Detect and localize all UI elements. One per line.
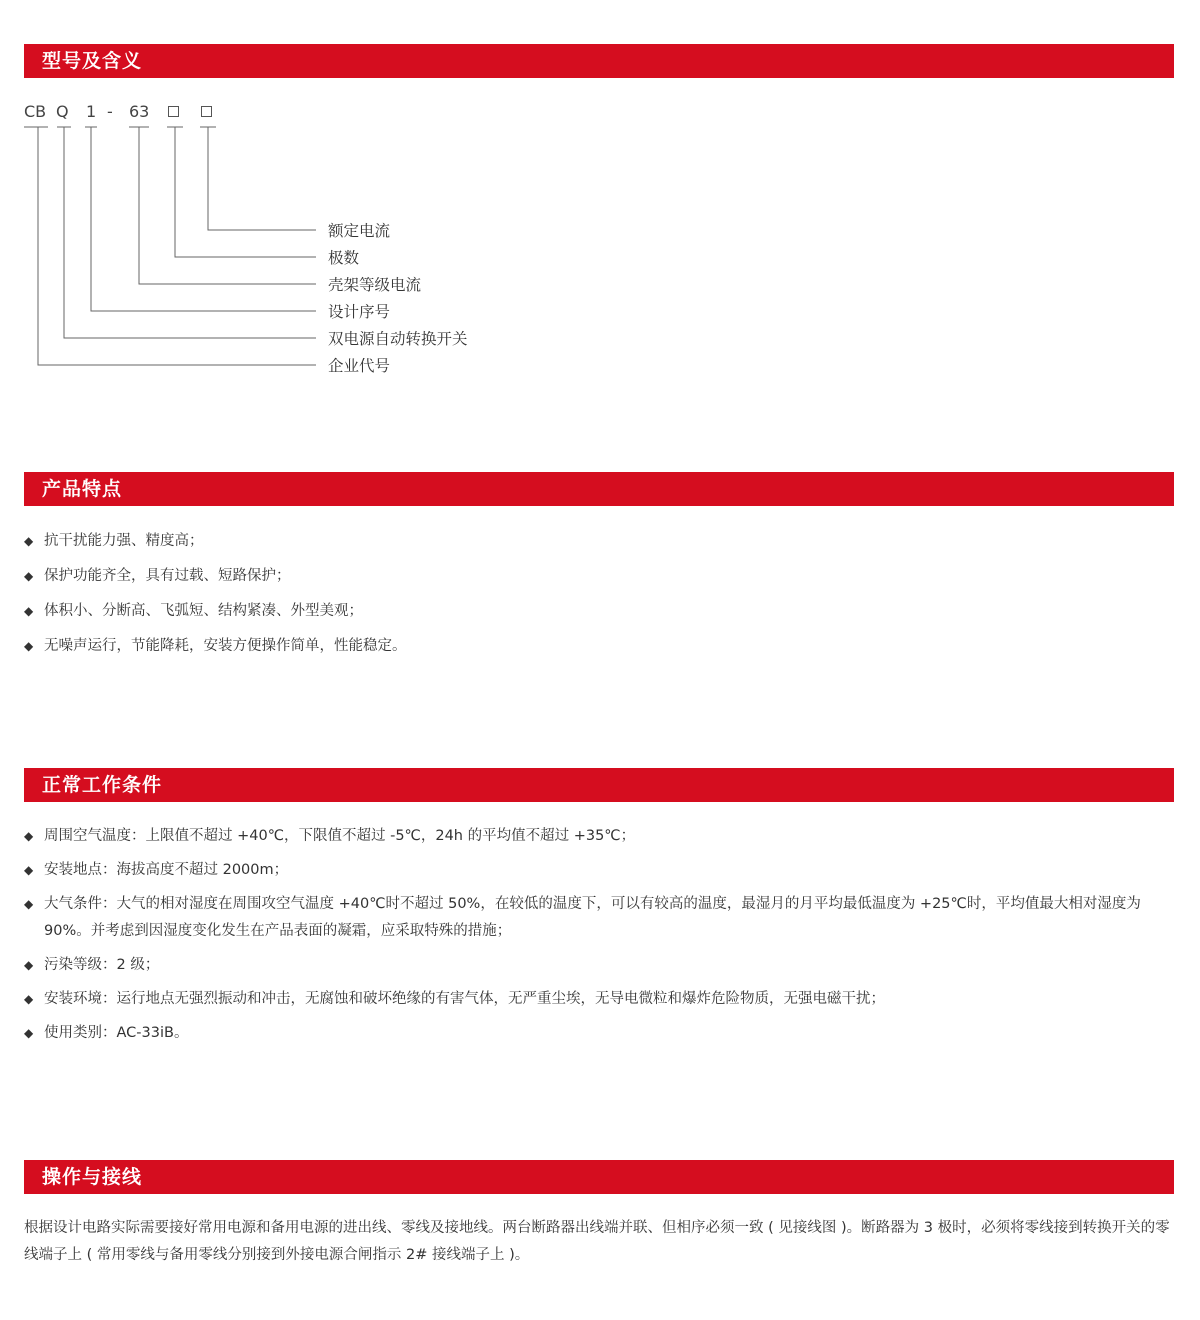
legend-frame-current: 壳架等级电流 (328, 276, 422, 294)
legend-rated-current: 额定电流 (328, 222, 391, 240)
code-segment-1: 1 (86, 102, 97, 121)
diamond-bullet-icon: ◆ (24, 604, 34, 618)
section-title-conditions: 正常工作条件 (24, 768, 1174, 802)
leader-poles (175, 127, 316, 257)
wiring-paragraph: 根据设计电路实际需要接好常用电源和备用电源的进出线、零线及接地线。两台断路器出线端并联、但相序必须一致 ( 见接线图 )。断路器为 3 极时，必须将零线接到转换开关的零线端子上 ( 常用零线与备用零线分别接到外接电源合闸指示 2# 接线端子上 )。 (24, 1220, 1170, 1263)
list-item: ◆ 保护功能齐全，具有过载、短路保护； (24, 563, 1176, 590)
leader-rated-current (208, 127, 316, 230)
section-title-wiring: 操作与接线 (24, 1160, 1174, 1194)
list-item: ◆ 使用类别：AC-33iB。 (24, 1020, 1176, 1047)
list-item: ◆ 安装环境：运行地点无强烈振动和冲击，无腐蚀和破坏绝缘的有害气体，无严重尘埃，无导电微粒和爆炸危险物质，无强电磁干扰； (24, 986, 1176, 1013)
leader-ats (64, 127, 316, 338)
diamond-bullet-icon: ◆ (24, 534, 34, 548)
list-item: ◆ 抗干扰能力强、精度高； (24, 528, 1176, 555)
model-diagram-lines (0, 0, 1200, 400)
section-title-features: 产品特点 (24, 472, 1174, 506)
diamond-bullet-icon: ◆ (24, 863, 34, 877)
list-item: ◆ 无噪声运行，节能降耗，安装方便操作简单，性能稳定。 (24, 633, 1176, 660)
leader-frame-current (139, 127, 316, 284)
legend-ats: 双电源自动转换开关 (328, 330, 468, 348)
leader-design-no (91, 127, 316, 311)
diamond-bullet-icon: ◆ (24, 569, 34, 583)
code-segment-cb: CB (24, 102, 47, 121)
legend-poles: 极数 (328, 249, 360, 267)
leader-company-code (38, 127, 316, 365)
diamond-bullet-icon: ◆ (24, 897, 34, 911)
section-title-model: 型号及含义 (24, 44, 1174, 78)
code-segment-q: Q (56, 102, 69, 121)
list-item: ◆ 周围空气温度：上限值不超过 +40℃，下限值不超过 -5℃，24h 的平均值不超过 +35℃； (24, 823, 1176, 850)
diamond-bullet-icon: ◆ (24, 1026, 34, 1040)
legend-design-no: 设计序号 (328, 303, 391, 321)
list-item: ◆ 安装地点：海拔高度不超过 2000m； (24, 857, 1176, 884)
code-segment-63: 63 (129, 102, 150, 121)
diamond-bullet-icon: ◆ (24, 829, 34, 843)
diamond-bullet-icon: ◆ (24, 992, 34, 1006)
list-item: ◆ 大气条件：大气的相对湿度在周围攻空气温度 +40℃时不超过 50%，在较低的温度下，可以有较高的温度，最湿月的月平均最低温度为 +25℃时，平均值最大相对湿度为 90%。并考虑到因湿度变化发生在产品表面的凝霜，应采取特殊的措施； (24, 891, 1176, 945)
conditions-list (24, 823, 1176, 1047)
features-list (24, 528, 1176, 660)
code-segment-dash: - (107, 102, 113, 121)
legend-company-code: 企业代号 (328, 357, 391, 375)
list-item: ◆ 污染等级：2 级； (24, 952, 1176, 979)
diamond-bullet-icon: ◆ (24, 958, 34, 972)
list-item: ◆ 体积小、分断高、飞弧短、结构紧凑、外型美观； (24, 598, 1176, 625)
diamond-bullet-icon: ◆ (24, 639, 34, 653)
